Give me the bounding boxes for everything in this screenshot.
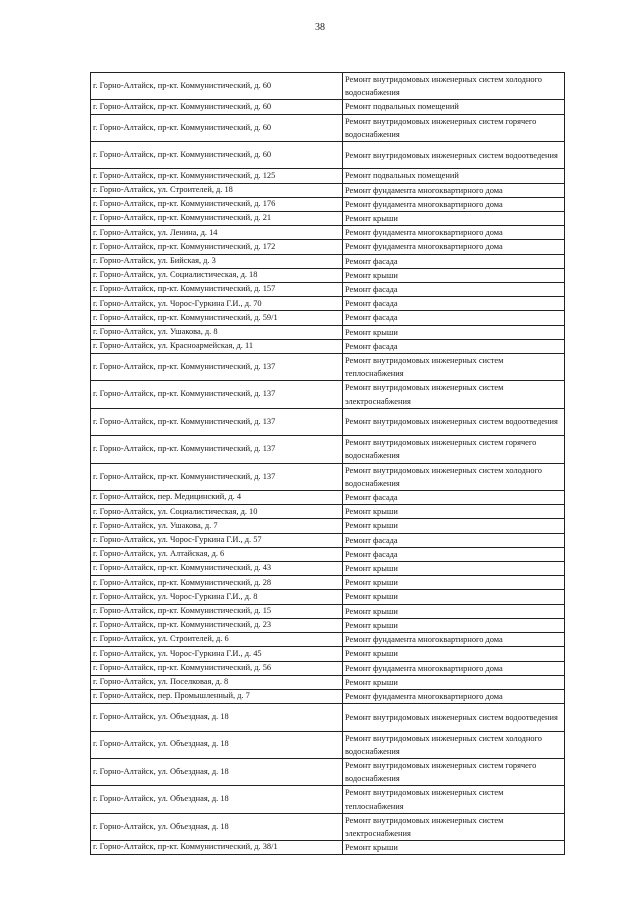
work-type-cell: Ремонт внутридомовых инженерных систем электроснабжения <box>343 381 565 408</box>
table-row <box>91 519 565 533</box>
address-cell: г. Горно-Алтайск, пр-кт. Коммунистический, д. 125 <box>91 169 343 183</box>
table-row <box>91 436 565 463</box>
address-cell: г. Горно-Алтайск, пр-кт. Коммунистический, д. 60 <box>91 142 343 169</box>
address-cell: г. Горно-Алтайск, пр-кт. Коммунистический, д. 38/1 <box>91 841 343 855</box>
address-cell: г. Горно-Алтайск, ул. Поселковая, д. 8 <box>91 675 343 689</box>
address-cell: г. Горно-Алтайск, ул. Объездная, д. 18 <box>91 704 343 731</box>
work-type-cell: Ремонт крыши <box>343 647 565 661</box>
work-type-cell: Ремонт внутридомовых инженерных систем холодного водоснабжения <box>343 73 565 100</box>
table-row <box>91 100 565 114</box>
address-cell: г. Горно-Алтайск, ул. Ленина, д. 14 <box>91 226 343 240</box>
table-row <box>91 183 565 197</box>
work-type-cell: Ремонт фундамента многоквартирного дома <box>343 689 565 703</box>
address-cell: г. Горно-Алтайск, пр-кт. Коммунистический, д. 137 <box>91 354 343 381</box>
table-row <box>91 197 565 211</box>
work-type-cell: Ремонт внутридомовых инженерных систем теплоснабжения <box>343 354 565 381</box>
address-cell: г. Горно-Алтайск, ул. Социалистическая, д. 10 <box>91 505 343 519</box>
address-cell: г. Горно-Алтайск, ул. Объездная, д. 18 <box>91 786 343 813</box>
table-row <box>91 533 565 547</box>
table-row <box>91 408 565 435</box>
table-row <box>91 325 565 339</box>
work-type-cell: Ремонт крыши <box>343 505 565 519</box>
table-row <box>91 268 565 282</box>
address-cell: г. Горно-Алтайск, ул. Чорос-Гуркина Г.И., д. 45 <box>91 647 343 661</box>
table-row <box>91 142 565 169</box>
work-type-cell: Ремонт внутридомовых инженерных систем холодного водоснабжения <box>343 463 565 490</box>
address-cell: г. Горно-Алтайск, ул. Ушакова, д. 8 <box>91 325 343 339</box>
work-type-cell: Ремонт фундамента многоквартирного дома <box>343 661 565 675</box>
table-row <box>91 647 565 661</box>
table-row <box>91 169 565 183</box>
work-type-cell: Ремонт фасада <box>343 491 565 505</box>
table-row <box>91 505 565 519</box>
address-cell: г. Горно-Алтайск, ул. Чорос-Гуркина Г.И., д. 70 <box>91 297 343 311</box>
work-type-cell: Ремонт подвальных помещений <box>343 169 565 183</box>
work-type-cell: Ремонт крыши <box>343 325 565 339</box>
table-row <box>91 604 565 618</box>
table-row <box>91 339 565 353</box>
work-type-cell: Ремонт фасада <box>343 533 565 547</box>
table-row <box>91 661 565 675</box>
page-number: 38 <box>315 22 325 33</box>
table-row <box>91 689 565 703</box>
table-row <box>91 311 565 325</box>
work-type-cell: Ремонт фундамента многоквартирного дома <box>343 633 565 647</box>
table-row <box>91 758 565 785</box>
address-cell: г. Горно-Алтайск, ул. Чорос-Гуркина Г.И., д. 8 <box>91 590 343 604</box>
address-cell: г. Горно-Алтайск, ул. Бийская, д. 3 <box>91 254 343 268</box>
address-cell: г. Горно-Алтайск, пр-кт. Коммунистический, д. 176 <box>91 197 343 211</box>
address-cell: г. Горно-Алтайск, ул. Красноармейская, д. 11 <box>91 339 343 353</box>
address-cell: г. Горно-Алтайск, пр-кт. Коммунистический, д. 28 <box>91 576 343 590</box>
address-cell: г. Горно-Алтайск, пр-кт. Коммунистический, д. 137 <box>91 408 343 435</box>
table-row <box>91 491 565 505</box>
address-cell: г. Горно-Алтайск, пр-кт. Коммунистический, д. 43 <box>91 562 343 576</box>
address-cell: г. Горно-Алтайск, пр-кт. Коммунистический, д. 172 <box>91 240 343 254</box>
table-row <box>91 576 565 590</box>
work-type-cell: Ремонт крыши <box>343 590 565 604</box>
table-row <box>91 562 565 576</box>
address-cell: г. Горно-Алтайск, ул. Объездная, д. 18 <box>91 731 343 758</box>
address-cell: г. Горно-Алтайск, пр-кт. Коммунистический, д. 60 <box>91 100 343 114</box>
address-cell: г. Горно-Алтайск, пр-кт. Коммунистический, д. 15 <box>91 604 343 618</box>
address-cell: г. Горно-Алтайск, пр-кт. Коммунистический, д. 157 <box>91 283 343 297</box>
table-row <box>91 786 565 813</box>
address-cell: г. Горно-Алтайск, пр-кт. Коммунистический, д. 137 <box>91 381 343 408</box>
table-body <box>91 73 565 855</box>
work-type-cell: Ремонт внутридомовых инженерных систем теплоснабжения <box>343 786 565 813</box>
address-cell: г. Горно-Алтайск, ул. Социалистическая, д. 18 <box>91 268 343 282</box>
work-type-cell: Ремонт крыши <box>343 604 565 618</box>
table-row <box>91 633 565 647</box>
address-cell: г. Горно-Алтайск, пр-кт. Коммунистический, д. 60 <box>91 73 343 100</box>
work-type-cell: Ремонт фундамента многоквартирного дома <box>343 183 565 197</box>
work-type-cell: Ремонт крыши <box>343 268 565 282</box>
work-type-cell: Ремонт внутридомовых инженерных систем водоотведения <box>343 704 565 731</box>
table-row <box>91 283 565 297</box>
address-cell: г. Горно-Алтайск, ул. Объездная, д. 18 <box>91 758 343 785</box>
table-row <box>91 841 565 855</box>
address-cell: г. Горно-Алтайск, пр-кт. Коммунистический, д. 59/1 <box>91 311 343 325</box>
table-row <box>91 354 565 381</box>
work-type-cell: Ремонт крыши <box>343 576 565 590</box>
address-cell: г. Горно-Алтайск, пр-кт. Коммунистический, д. 137 <box>91 436 343 463</box>
address-cell: г. Горно-Алтайск, ул. Строителей, д. 18 <box>91 183 343 197</box>
table-row <box>91 463 565 490</box>
table-row <box>91 226 565 240</box>
table-row <box>91 297 565 311</box>
work-type-cell: Ремонт внутридомовых инженерных систем водоотведения <box>343 408 565 435</box>
table-row <box>91 240 565 254</box>
work-type-cell: Ремонт внутридомовых инженерных систем горячего водоснабжения <box>343 114 565 141</box>
table-row <box>91 381 565 408</box>
work-type-cell: Ремонт внутридомовых инженерных систем горячего водоснабжения <box>343 436 565 463</box>
table-row <box>91 618 565 632</box>
work-type-cell: Ремонт крыши <box>343 212 565 226</box>
address-cell: г. Горно-Алтайск, пер. Промышленный, д. 7 <box>91 689 343 703</box>
table-row <box>91 675 565 689</box>
address-cell: г. Горно-Алтайск, пр-кт. Коммунистический, д. 56 <box>91 661 343 675</box>
work-type-cell: Ремонт фасада <box>343 547 565 561</box>
work-type-cell: Ремонт фундамента многоквартирного дома <box>343 197 565 211</box>
work-type-cell: Ремонт фасада <box>343 297 565 311</box>
table-row <box>91 590 565 604</box>
work-type-cell: Ремонт внутридомовых инженерных систем холодного водоснабжения <box>343 731 565 758</box>
work-type-cell: Ремонт внутридомовых инженерных систем водоотведения <box>343 142 565 169</box>
work-type-cell: Ремонт фасада <box>343 283 565 297</box>
work-type-cell: Ремонт фасада <box>343 339 565 353</box>
address-cell: г. Горно-Алтайск, пр-кт. Коммунистический, д. 137 <box>91 463 343 490</box>
table-row <box>91 254 565 268</box>
work-type-cell: Ремонт подвальных помещений <box>343 100 565 114</box>
address-cell: г. Горно-Алтайск, пер. Медицинский, д. 4 <box>91 491 343 505</box>
work-type-cell: Ремонт крыши <box>343 618 565 632</box>
address-cell: г. Горно-Алтайск, пр-кт. Коммунистический, д. 23 <box>91 618 343 632</box>
work-type-cell: Ремонт внутридомовых инженерных систем горячего водоснабжения <box>343 758 565 785</box>
work-type-cell: Ремонт крыши <box>343 562 565 576</box>
table-row <box>91 114 565 141</box>
address-cell: г. Горно-Алтайск, ул. Объездная, д. 18 <box>91 813 343 840</box>
work-type-cell: Ремонт внутридомовых инженерных систем электроснабжения <box>343 813 565 840</box>
address-cell: г. Горно-Алтайск, ул. Строителей, д. 6 <box>91 633 343 647</box>
table-row <box>91 212 565 226</box>
table-row <box>91 73 565 100</box>
table-row <box>91 547 565 561</box>
address-cell: г. Горно-Алтайск, пр-кт. Коммунистический, д. 60 <box>91 114 343 141</box>
work-type-cell: Ремонт крыши <box>343 841 565 855</box>
address-cell: г. Горно-Алтайск, ул. Ушакова, д. 7 <box>91 519 343 533</box>
repair-works-table <box>90 72 565 855</box>
work-type-cell: Ремонт фундамента многоквартирного дома <box>343 240 565 254</box>
work-type-cell: Ремонт крыши <box>343 675 565 689</box>
table-row <box>91 813 565 840</box>
table-row <box>91 731 565 758</box>
work-type-cell: Ремонт фундамента многоквартирного дома <box>343 226 565 240</box>
address-cell: г. Горно-Алтайск, пр-кт. Коммунистический, д. 21 <box>91 212 343 226</box>
address-cell: г. Горно-Алтайск, ул. Чорос-Гуркина Г.И., д. 57 <box>91 533 343 547</box>
work-type-cell: Ремонт крыши <box>343 519 565 533</box>
table-row <box>91 704 565 731</box>
address-cell: г. Горно-Алтайск, ул. Алтайская, д. 6 <box>91 547 343 561</box>
work-type-cell: Ремонт фасада <box>343 311 565 325</box>
work-type-cell: Ремонт фасада <box>343 254 565 268</box>
